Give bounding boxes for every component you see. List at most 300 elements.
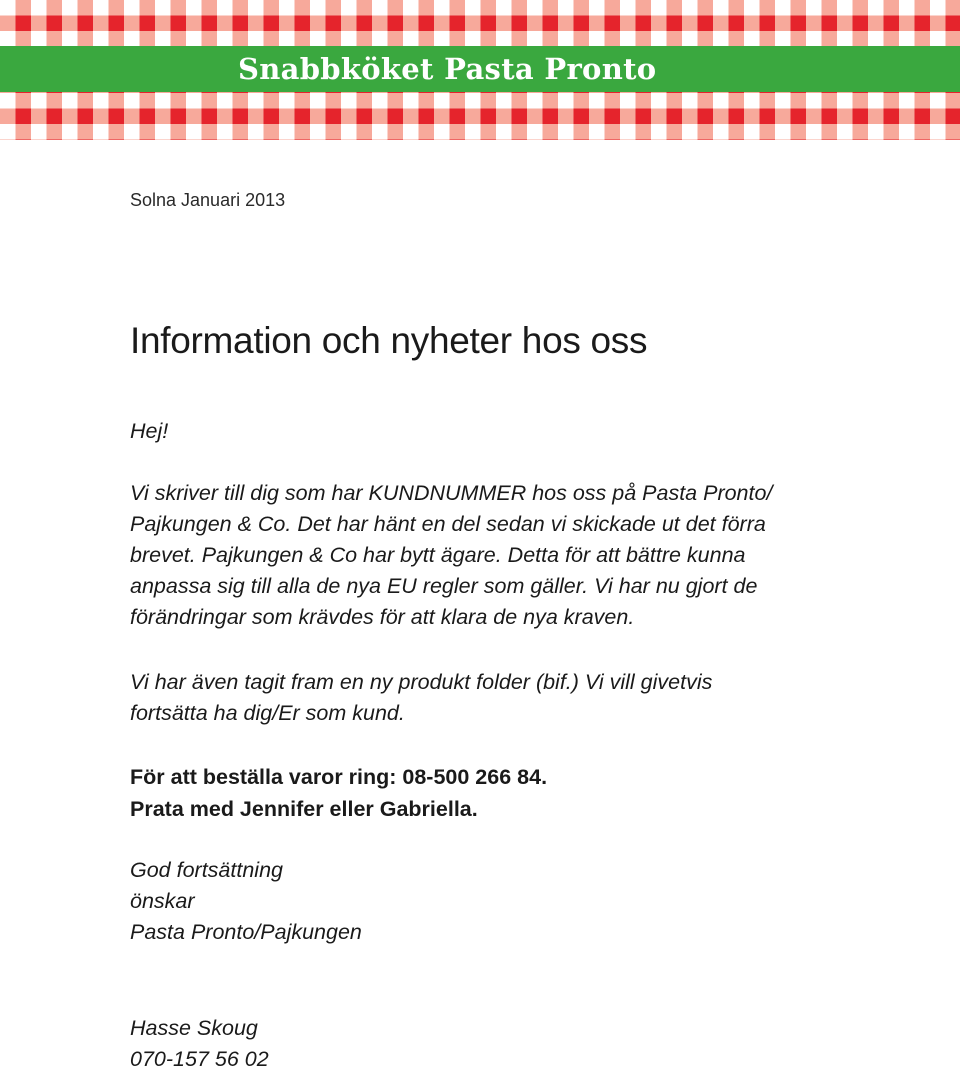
gingham-cell xyxy=(31,31,47,47)
gingham-cell xyxy=(946,31,960,47)
signature-name: Hasse Skoug xyxy=(130,1013,269,1044)
gingham-cell xyxy=(372,93,388,109)
gingham-cell xyxy=(729,109,745,125)
gingham-cell xyxy=(78,124,94,140)
gingham-cell xyxy=(930,16,946,32)
gingham-cell xyxy=(822,16,838,32)
gingham-cell xyxy=(155,0,171,16)
gingham-cell xyxy=(574,16,590,32)
gingham-cell xyxy=(543,31,559,47)
gingham-cell xyxy=(868,93,884,109)
order-phone-line: För att beställa varor ring: 08-500 266 84. xyxy=(130,761,547,793)
gingham-cell xyxy=(264,16,280,32)
gingham-cell xyxy=(620,16,636,32)
gingham-cell xyxy=(31,140,47,141)
gingham-cell xyxy=(140,0,156,16)
gingham-cell xyxy=(915,16,931,32)
gingham-cell xyxy=(357,140,373,141)
gingham-cell xyxy=(543,93,559,109)
gingham-cell xyxy=(171,93,187,109)
gingham-cell xyxy=(713,16,729,32)
gingham-cell xyxy=(93,16,109,32)
gingham-cell xyxy=(481,0,497,16)
gingham-cell xyxy=(155,124,171,140)
gingham-cell xyxy=(760,93,776,109)
gingham-cell xyxy=(295,31,311,47)
gingham-cell xyxy=(558,16,574,32)
gingham-cell xyxy=(496,31,512,47)
gingham-cell xyxy=(775,140,791,141)
gingham-cell xyxy=(372,124,388,140)
gingham-cell xyxy=(372,140,388,141)
gingham-cell xyxy=(295,16,311,32)
gingham-cell xyxy=(713,109,729,125)
gingham-cell xyxy=(279,16,295,32)
gingham-cell xyxy=(698,31,714,47)
gingham-cell xyxy=(248,140,264,141)
gingham-cell xyxy=(667,109,683,125)
gingham-cell xyxy=(481,124,497,140)
gingham-cell xyxy=(946,16,960,32)
gingham-cell xyxy=(217,124,233,140)
gingham-cell xyxy=(310,109,326,125)
gingham-cell xyxy=(884,31,900,47)
gingham-cell xyxy=(744,140,760,141)
gingham-cell xyxy=(465,31,481,47)
gingham-cell xyxy=(403,16,419,32)
gingham-cell xyxy=(326,16,342,32)
gingham-cell xyxy=(806,31,822,47)
gingham-cell xyxy=(326,31,342,47)
gingham-cell xyxy=(729,93,745,109)
gingham-cell xyxy=(388,124,404,140)
gingham-cell xyxy=(31,124,47,140)
gingham-cell xyxy=(605,124,621,140)
gingham-cell xyxy=(822,109,838,125)
gingham-cell xyxy=(264,93,280,109)
gingham-cell xyxy=(636,109,652,125)
gingham-cell xyxy=(667,0,683,16)
gingham-cell xyxy=(419,31,435,47)
paragraph-line: förändringar som krävdes för att klara de nya kraven. xyxy=(130,602,830,633)
gingham-cell xyxy=(109,124,125,140)
gingham-cell xyxy=(78,31,94,47)
gingham-cell xyxy=(682,0,698,16)
gingham-cell xyxy=(930,93,946,109)
gingham-cell xyxy=(574,140,590,141)
gingham-cell xyxy=(434,124,450,140)
gingham-cell xyxy=(0,124,16,140)
gingham-cell xyxy=(465,16,481,32)
gingham-cell xyxy=(481,16,497,32)
gingham-cell xyxy=(837,0,853,16)
gingham-cell xyxy=(636,93,652,109)
gingham-cell xyxy=(589,109,605,125)
gingham-cell xyxy=(341,140,357,141)
gingham-cell xyxy=(341,124,357,140)
gingham-cell xyxy=(248,109,264,125)
gingham-cell xyxy=(496,109,512,125)
gingham-cell xyxy=(217,31,233,47)
gingham-cell xyxy=(171,124,187,140)
paragraph-line: Vi skriver till dig som har KUNDNUMMER hos oss på Pasta Pronto/ xyxy=(130,478,830,509)
gingham-cell xyxy=(558,109,574,125)
gingham-cell xyxy=(853,16,869,32)
gingham-cell xyxy=(47,124,63,140)
gingham-cell xyxy=(651,124,667,140)
gingham-cell xyxy=(279,93,295,109)
gingham-cell xyxy=(326,109,342,125)
gingham-cell xyxy=(0,140,16,141)
gingham-cell xyxy=(512,124,528,140)
gingham-cell xyxy=(884,124,900,140)
gingham-cell xyxy=(930,0,946,16)
gingham-cell xyxy=(62,140,78,141)
order-contact-line: Prata med Jennifer eller Gabriella. xyxy=(130,793,547,825)
gingham-cell xyxy=(16,124,32,140)
gingham-cell xyxy=(403,31,419,47)
gingham-cell xyxy=(341,93,357,109)
gingham-cell xyxy=(357,16,373,32)
gingham-cell xyxy=(279,0,295,16)
gingham-cell xyxy=(744,16,760,32)
gingham-cell xyxy=(419,124,435,140)
gingham-cell xyxy=(868,0,884,16)
gingham-cell xyxy=(341,109,357,125)
paragraph-intro xyxy=(130,478,830,633)
gingham-cell xyxy=(543,16,559,32)
paragraph-line: brevet. Pajkungen & Co har bytt ägare. Detta för att bättre kunna xyxy=(130,540,830,571)
gingham-cell xyxy=(744,124,760,140)
gingham-cell xyxy=(713,140,729,141)
gingham-cell xyxy=(124,124,140,140)
gingham-cell xyxy=(434,140,450,141)
gingham-cell xyxy=(744,31,760,47)
gingham-cell xyxy=(930,124,946,140)
gingham-cell xyxy=(295,93,311,109)
gingham-cell xyxy=(496,140,512,141)
gingham-cell xyxy=(806,109,822,125)
paragraph-line: fortsätta ha dig/Er som kund. xyxy=(130,698,830,729)
gingham-cell xyxy=(233,93,249,109)
gingham-cell xyxy=(186,109,202,125)
gingham-cell xyxy=(47,31,63,47)
gingham-cell xyxy=(946,0,960,16)
gingham-cell xyxy=(899,16,915,32)
gingham-cell xyxy=(233,16,249,32)
gingham-cell xyxy=(78,0,94,16)
gingham-cell xyxy=(682,124,698,140)
gingham-cell xyxy=(93,109,109,125)
gingham-cell xyxy=(326,124,342,140)
gingham-cell xyxy=(450,16,466,32)
gingham-cell xyxy=(419,16,435,32)
gingham-cell xyxy=(620,93,636,109)
gingham-cell xyxy=(93,124,109,140)
gingham-cell xyxy=(760,0,776,16)
gingham-cell xyxy=(884,0,900,16)
gingham-cell xyxy=(605,31,621,47)
gingham-cell xyxy=(636,140,652,141)
gingham-cell xyxy=(636,0,652,16)
gingham-cell xyxy=(651,31,667,47)
gingham-cell xyxy=(512,0,528,16)
gingham-cell xyxy=(310,124,326,140)
gingham-cell xyxy=(512,140,528,141)
gingham-cell xyxy=(155,109,171,125)
paragraph-line: anpassa sig till alla de nya EU regler som gäller. Vi har nu gjort de xyxy=(130,571,830,602)
gingham-cell xyxy=(806,0,822,16)
gingham-cell xyxy=(496,0,512,16)
gingham-cell xyxy=(558,31,574,47)
gingham-cell xyxy=(760,124,776,140)
gingham-cell xyxy=(372,109,388,125)
gingham-cell xyxy=(682,31,698,47)
gingham-cell xyxy=(434,0,450,16)
gingham-cell xyxy=(620,31,636,47)
gingham-cell xyxy=(31,109,47,125)
closing-line: God fortsättning xyxy=(130,855,362,886)
gingham-cell xyxy=(341,31,357,47)
letter-heading: Information och nyheter hos oss xyxy=(130,320,647,362)
gingham-cell xyxy=(791,16,807,32)
gingham-cell xyxy=(868,140,884,141)
gingham-cell xyxy=(527,140,543,141)
gingham-cell xyxy=(310,16,326,32)
gingham-cell xyxy=(512,109,528,125)
gingham-cell xyxy=(667,93,683,109)
gingham-cell xyxy=(310,140,326,141)
gingham-cell xyxy=(202,124,218,140)
gingham-cell xyxy=(558,0,574,16)
gingham-cell xyxy=(574,0,590,16)
gingham-cell xyxy=(217,109,233,125)
gingham-cell xyxy=(341,16,357,32)
gingham-cell xyxy=(62,31,78,47)
gingham-cell xyxy=(140,31,156,47)
gingham-cell xyxy=(16,16,32,32)
gingham-cell xyxy=(682,93,698,109)
gingham-cell xyxy=(109,109,125,125)
gingham-cell xyxy=(140,109,156,125)
gingham-cell xyxy=(543,124,559,140)
gingham-cell xyxy=(496,124,512,140)
gingham-cell xyxy=(915,31,931,47)
gingham-cell xyxy=(124,109,140,125)
gingham-cell xyxy=(651,140,667,141)
gingham-cell xyxy=(806,93,822,109)
gingham-cell xyxy=(930,140,946,141)
gingham-cell xyxy=(744,93,760,109)
gingham-cell xyxy=(698,124,714,140)
gingham-cell xyxy=(853,93,869,109)
gingham-cell xyxy=(620,140,636,141)
gingham-cell xyxy=(47,0,63,16)
gingham-cell xyxy=(264,140,280,141)
gingham-cell xyxy=(186,124,202,140)
gingham-cell xyxy=(791,93,807,109)
gingham-cell xyxy=(822,31,838,47)
gingham-cell xyxy=(667,124,683,140)
gingham-cell xyxy=(62,124,78,140)
gingham-cell xyxy=(636,124,652,140)
gingham-cell xyxy=(853,31,869,47)
gingham-cell xyxy=(372,31,388,47)
gingham-cell xyxy=(868,109,884,125)
gingham-cell xyxy=(419,0,435,16)
gingham-cell xyxy=(233,140,249,141)
gingham-cell xyxy=(295,0,311,16)
gingham-cell xyxy=(946,140,960,141)
gingham-cell xyxy=(47,140,63,141)
gingham-cell xyxy=(853,0,869,16)
gingham-cell xyxy=(822,93,838,109)
gingham-cell xyxy=(140,140,156,141)
gingham-cell xyxy=(713,124,729,140)
gingham-cell xyxy=(16,140,32,141)
gingham-cell xyxy=(465,140,481,141)
gingham-cell xyxy=(775,31,791,47)
gingham-cell xyxy=(186,16,202,32)
gingham-cell xyxy=(884,93,900,109)
gingham-cell xyxy=(140,124,156,140)
gingham-cell xyxy=(434,31,450,47)
gingham-cell xyxy=(62,0,78,16)
gingham-cell xyxy=(62,109,78,125)
gingham-cell xyxy=(279,140,295,141)
gingham-cell xyxy=(884,109,900,125)
gingham-cell xyxy=(233,31,249,47)
gingham-cell xyxy=(465,0,481,16)
gingham-cell xyxy=(868,124,884,140)
gingham-cell xyxy=(248,31,264,47)
gingham-cell xyxy=(775,109,791,125)
gingham-cell xyxy=(837,124,853,140)
gingham-cell xyxy=(233,0,249,16)
gingham-cell xyxy=(124,0,140,16)
gingham-cell xyxy=(744,0,760,16)
gingham-cell xyxy=(109,140,125,141)
gingham-cell xyxy=(202,140,218,141)
gingham-cell xyxy=(248,124,264,140)
gingham-cell xyxy=(837,31,853,47)
gingham-cell xyxy=(682,16,698,32)
gingham-cell xyxy=(605,109,621,125)
gingham-cell xyxy=(217,140,233,141)
gingham-cell xyxy=(248,16,264,32)
gingham-cell xyxy=(279,124,295,140)
gingham-cell xyxy=(791,0,807,16)
gingham-cell xyxy=(543,109,559,125)
gingham-cell xyxy=(186,93,202,109)
gingham-cell xyxy=(171,0,187,16)
gingham-cell xyxy=(760,109,776,125)
gingham-cell xyxy=(915,124,931,140)
gingham-cell xyxy=(388,16,404,32)
gingham-cell xyxy=(574,109,590,125)
gingham-cell xyxy=(0,31,16,47)
gingham-cell xyxy=(186,140,202,141)
gingham-cell xyxy=(682,140,698,141)
gingham-cell xyxy=(264,109,280,125)
gingham-cell xyxy=(899,140,915,141)
gingham-cell xyxy=(388,0,404,16)
gingham-cell xyxy=(233,109,249,125)
gingham-cell xyxy=(403,124,419,140)
gingham-cell xyxy=(217,16,233,32)
gingham-cell xyxy=(0,16,16,32)
gingham-cell xyxy=(450,93,466,109)
gingham-cell xyxy=(605,140,621,141)
gingham-cell xyxy=(388,31,404,47)
gingham-cell xyxy=(527,31,543,47)
gingham-cell xyxy=(667,16,683,32)
gingham-cell xyxy=(868,16,884,32)
gingham-cell xyxy=(419,109,435,125)
gingham-cell xyxy=(16,31,32,47)
gingham-cell xyxy=(806,16,822,32)
gingham-cell xyxy=(760,16,776,32)
gingham-cell xyxy=(899,109,915,125)
gingham-cell xyxy=(279,109,295,125)
gingham-cell xyxy=(202,109,218,125)
gingham-cell xyxy=(388,109,404,125)
gingham-cell xyxy=(481,93,497,109)
gingham-cell xyxy=(16,93,32,109)
gingham-cell xyxy=(775,124,791,140)
gingham-cell xyxy=(558,124,574,140)
gingham-cell xyxy=(264,31,280,47)
gingham-cell xyxy=(357,93,373,109)
gingham-cell xyxy=(124,31,140,47)
gingham-cell xyxy=(78,16,94,32)
gingham-cell xyxy=(636,16,652,32)
gingham-cell xyxy=(450,109,466,125)
gingham-cell xyxy=(47,16,63,32)
gingham-cell xyxy=(543,140,559,141)
order-info xyxy=(130,761,547,825)
gingham-cell xyxy=(31,93,47,109)
gingham-cell xyxy=(109,31,125,47)
gingham-cell xyxy=(450,31,466,47)
gingham-cell xyxy=(853,109,869,125)
gingham-cell xyxy=(651,109,667,125)
gingham-cell xyxy=(899,124,915,140)
gingham-cell xyxy=(527,93,543,109)
gingham-cell xyxy=(930,31,946,47)
gingham-cell xyxy=(775,0,791,16)
gingham-cell xyxy=(667,140,683,141)
gingham-cell xyxy=(202,0,218,16)
gingham-cell xyxy=(434,109,450,125)
gingham-cell xyxy=(574,93,590,109)
gingham-cell xyxy=(837,16,853,32)
gingham-cell xyxy=(868,31,884,47)
gingham-cell xyxy=(698,0,714,16)
gingham-cell xyxy=(419,140,435,141)
gingham-cell xyxy=(93,93,109,109)
gingham-cell xyxy=(62,93,78,109)
gingham-cell xyxy=(481,109,497,125)
gingham-cell xyxy=(574,124,590,140)
signature-phone: 070-157 56 02 xyxy=(130,1044,269,1075)
gingham-cell xyxy=(481,140,497,141)
gingham-cell xyxy=(512,31,528,47)
gingham-cell xyxy=(171,31,187,47)
gingham-cell xyxy=(124,16,140,32)
gingham-cell xyxy=(698,140,714,141)
gingham-cell xyxy=(155,16,171,32)
